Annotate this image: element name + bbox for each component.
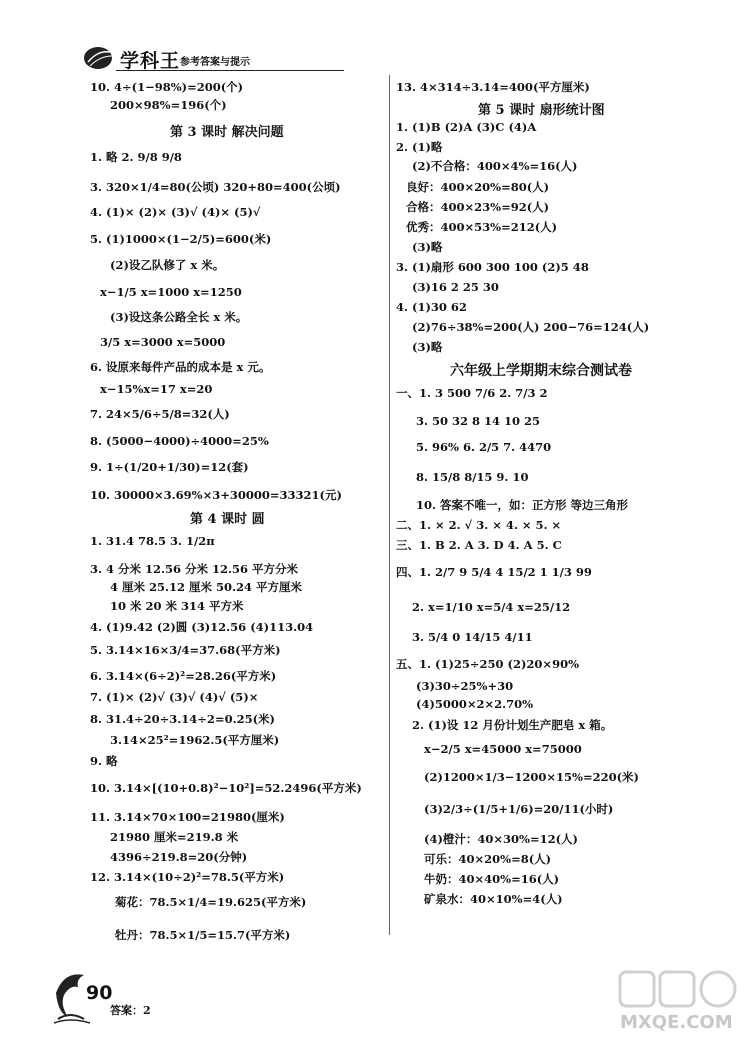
answer-line: 优秀：400×53%=212(人) [406,220,558,234]
answer-line: 7. (1)× (2)√ (3)√ (4)√ (5)× [90,690,259,704]
answer-line: 3. (1)扇形 600 300 100 (2)5 48 [396,260,589,274]
answer-line: 21980 厘米=219.8 米 [110,830,239,844]
brand-title: 学科王 [120,50,181,72]
answer-line: (3)30÷25%+30 [416,679,514,693]
answer-line: 3/5 x=3000 x=5000 [100,335,226,349]
answer-line: 菊花：78.5×1/4=19.625(平方米) [115,895,307,909]
answer-line: (3)设这条公路全长 x 米。 [110,310,248,324]
answer-line: x−1/5 x=1000 x=1250 [100,285,242,299]
page-number: 90 [86,982,113,1004]
answer-line: 2. (1)设 12 月份计划生产肥皂 x 箱。 [412,718,613,732]
answer-line: 11. 3.14×70×100=21980(厘米) [90,810,285,824]
answer-line: 1. 略 2. 9/8 9/8 [90,150,182,164]
section-heading: 第 3 课时 解决问题 [170,125,284,140]
answer-line: 牛奶：40×40%=16(人) [424,872,560,886]
answer-line: 1. 31.4 78.5 3. 1/2π [90,534,215,548]
answer-line: 10. 30000×3.69%×3+30000=33321(元) [90,488,342,502]
section-heading: 第 4 课时 圆 [190,512,265,527]
answer-line: (3)略 [412,340,443,354]
answer-line: 5. 3.14×16×3/4=37.68(平方米) [90,643,281,657]
answer-line: 7. 24×5/6÷5/8=32(人) [90,407,230,421]
answer-line: 8. (5000−4000)÷4000=25% [90,434,269,448]
answer-line: 6. 设原来每件产品的成本是 x 元。 [90,360,271,374]
answer-line: 6. 3.14×(6÷2)²=28.26(平方米) [90,669,277,683]
answer-line: 10 米 20 米 314 平方米 [110,599,244,613]
answer-line: 3. 5/4 0 14/15 4/11 [412,630,533,644]
answer-line: x−2/5 x=45000 x=75000 [424,742,582,756]
answer-line: 牡丹：78.5×1/5=15.7(平方米) [115,928,291,942]
brand-leaf-icon [82,42,116,72]
answer-line: (4)5000×2×2.70% [416,697,534,711]
answer-line: x−15%x=17 x=20 [100,382,213,396]
answer-line: 4396÷219.8=20(分钟) [110,850,248,864]
answer-line: 可乐：40×20%=8(人) [424,852,552,866]
answer-line: 8. 31.4÷20÷3.14÷2=0.25(米) [90,712,275,726]
answer-tag: 答案：2 [110,1004,151,1017]
answer-line: (2)76÷38%=200(人) 200−76=124(人) [412,320,650,334]
answer-line: 4 厘米 25.12 厘米 50.24 平方厘米 [110,580,303,594]
answer-line: 10. 4÷(1−98%)=200(个) [90,80,244,94]
answer-line: 5. (1)1000×(1−2/5)=600(米) [90,232,272,246]
answer-line: 五、1. (1)25÷250 (2)20×90% [396,657,579,671]
answer-line: 三、1. B 2. A 3. D 4. A 5. C [396,538,562,552]
answer-line: 13. 4×314÷3.14=400(平方厘米) [396,80,590,94]
answer-line: 3. 50 32 8 14 10 25 [416,414,541,428]
answer-line: 4. (1)× (2)× (3)√ (4)× (5)√ [90,205,261,219]
answer-line: 1. (1)B (2)A (3)C (4)A [396,120,537,134]
answer-line: 2. (1)略 [396,140,443,154]
answer-line: 合格：400×23%=92(人) [406,200,550,214]
answer-line: 矿泉水：40×10%=4(人) [424,892,563,906]
page-header [80,40,280,76]
answer-line: 10. 答案不唯一，如：正方形 等边三角形 [416,498,629,512]
answer-line: 4. (1)9.42 (2)圆 (3)12.56 (4)113.04 [90,620,314,634]
answer-line: 3. 320×1/4=80(公顷) 320+80=400(公顷) [90,180,341,194]
answer-line: 4. (1)30 62 [396,300,467,314]
watermark-text: MXQE.COM [620,1012,733,1033]
answer-line: 四、1. 2/7 9 5/4 4 15/2 1 1/3 99 [396,565,592,579]
answer-line: 8. 15/8 8/15 9. 10 [416,470,529,484]
answer-line: 10. 3.14×[(10+0.8)²−10²]=52.2496(平方米) [90,781,362,795]
exam-title: 六年级上学期期末综合测试卷 [450,363,632,379]
answer-line: (2)设乙队修了 x 米。 [110,258,225,272]
answer-line: 3. 4 分米 12.56 分米 12.56 平方分米 [90,562,299,576]
answer-line: 3.14×25²=1962.5(平方厘米) [110,733,280,747]
section-heading: 第 5 课时 扇形统计图 [478,103,605,118]
answer-line: 二、1. × 2. √ 3. × 4. × 5. × [396,518,562,532]
answer-line: 一、1. 3 500 7/6 2. 7/3 2 [396,386,548,400]
answer-line: 良好：400×20%=80(人) [406,180,550,194]
answer-line: (2)1200×1/3−1200×15%=220(米) [424,770,639,784]
answer-line: (3)16 2 25 30 [412,280,499,294]
answer-line: (3)2/3÷(1/5+1/6)=20/11(小时) [424,802,614,816]
answer-line: 5. 96% 6. 2/5 7. 4470 [416,440,552,454]
answer-line: 9. 1÷(1/20+1/30)=12(套) [90,460,249,474]
header-divider [116,70,344,71]
answer-line: (2)不合格：400×4%=16(人) [412,159,578,173]
answer-line: (4)橙汁：40×30%=12(人) [424,832,578,846]
brand-subtitle: 参考答案与提示 [180,57,250,68]
answer-line: 2. x=1/10 x=5/4 x=25/12 [412,600,571,614]
column-divider [389,75,390,935]
answer-line: 200×98%=196(个) [110,98,227,112]
answer-line: 12. 3.14×(10÷2)²=78.5(平方米) [90,870,285,884]
answer-line: 9. 略 [90,754,118,768]
answer-line: (3)略 [412,240,443,254]
